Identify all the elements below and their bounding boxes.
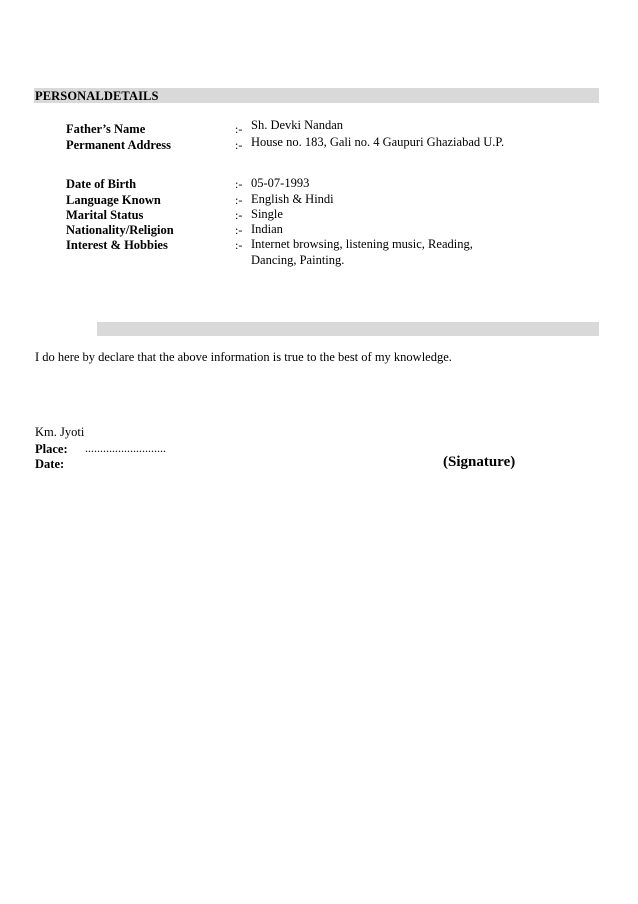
language-known-value: English & Hindi [251, 192, 334, 206]
fathers-name-label: Father’s Name [66, 122, 146, 136]
language-known-label: Language Known [66, 193, 161, 207]
date-of-birth-separator: :- [235, 177, 243, 191]
marital-status-label: Marital Status [66, 208, 144, 222]
date-of-birth-value: 05-07-1993 [251, 176, 310, 190]
nationality-religion-label: Nationality/Religion [66, 223, 174, 237]
signature-label: (Signature) [443, 454, 516, 470]
date-of-birth-label: Date of Birth [66, 177, 137, 191]
declaration-text: I do here by declare that the above information is true to the best of my knowledge. [35, 350, 452, 364]
interest-hobbies-separator: :- [235, 238, 243, 252]
permanent-address-separator: :- [235, 138, 243, 152]
marital-status-value: Single [251, 207, 283, 221]
applicant-name: Km. Jyoti [35, 425, 85, 439]
language-known-separator: :- [235, 193, 243, 207]
marital-status-separator: :- [235, 208, 243, 222]
date-label: Date: [35, 457, 65, 471]
section-divider-bar [97, 322, 599, 336]
permanent-address-value: House no. 183, Gali no. 4 Gaupuri Ghaziabad U.P. [251, 135, 505, 149]
fathers-name-value: Sh. Devki Nandan [251, 118, 343, 132]
place-label: Place: [35, 442, 68, 456]
section-title: PERSONALDETAILS [35, 89, 159, 103]
interest-hobbies-value: Internet browsing, listening music, Reading, [251, 237, 473, 251]
interest-hobbies-value-line2: Dancing, Painting. [251, 253, 345, 267]
interest-hobbies-label: Interest & Hobbies [66, 238, 168, 252]
permanent-address-label: Permanent Address [66, 138, 171, 152]
fathers-name-separator: :- [235, 122, 243, 136]
nationality-religion-value: Indian [251, 222, 283, 236]
nationality-religion-separator: :- [235, 223, 243, 237]
place-value: ........................... [85, 441, 166, 455]
